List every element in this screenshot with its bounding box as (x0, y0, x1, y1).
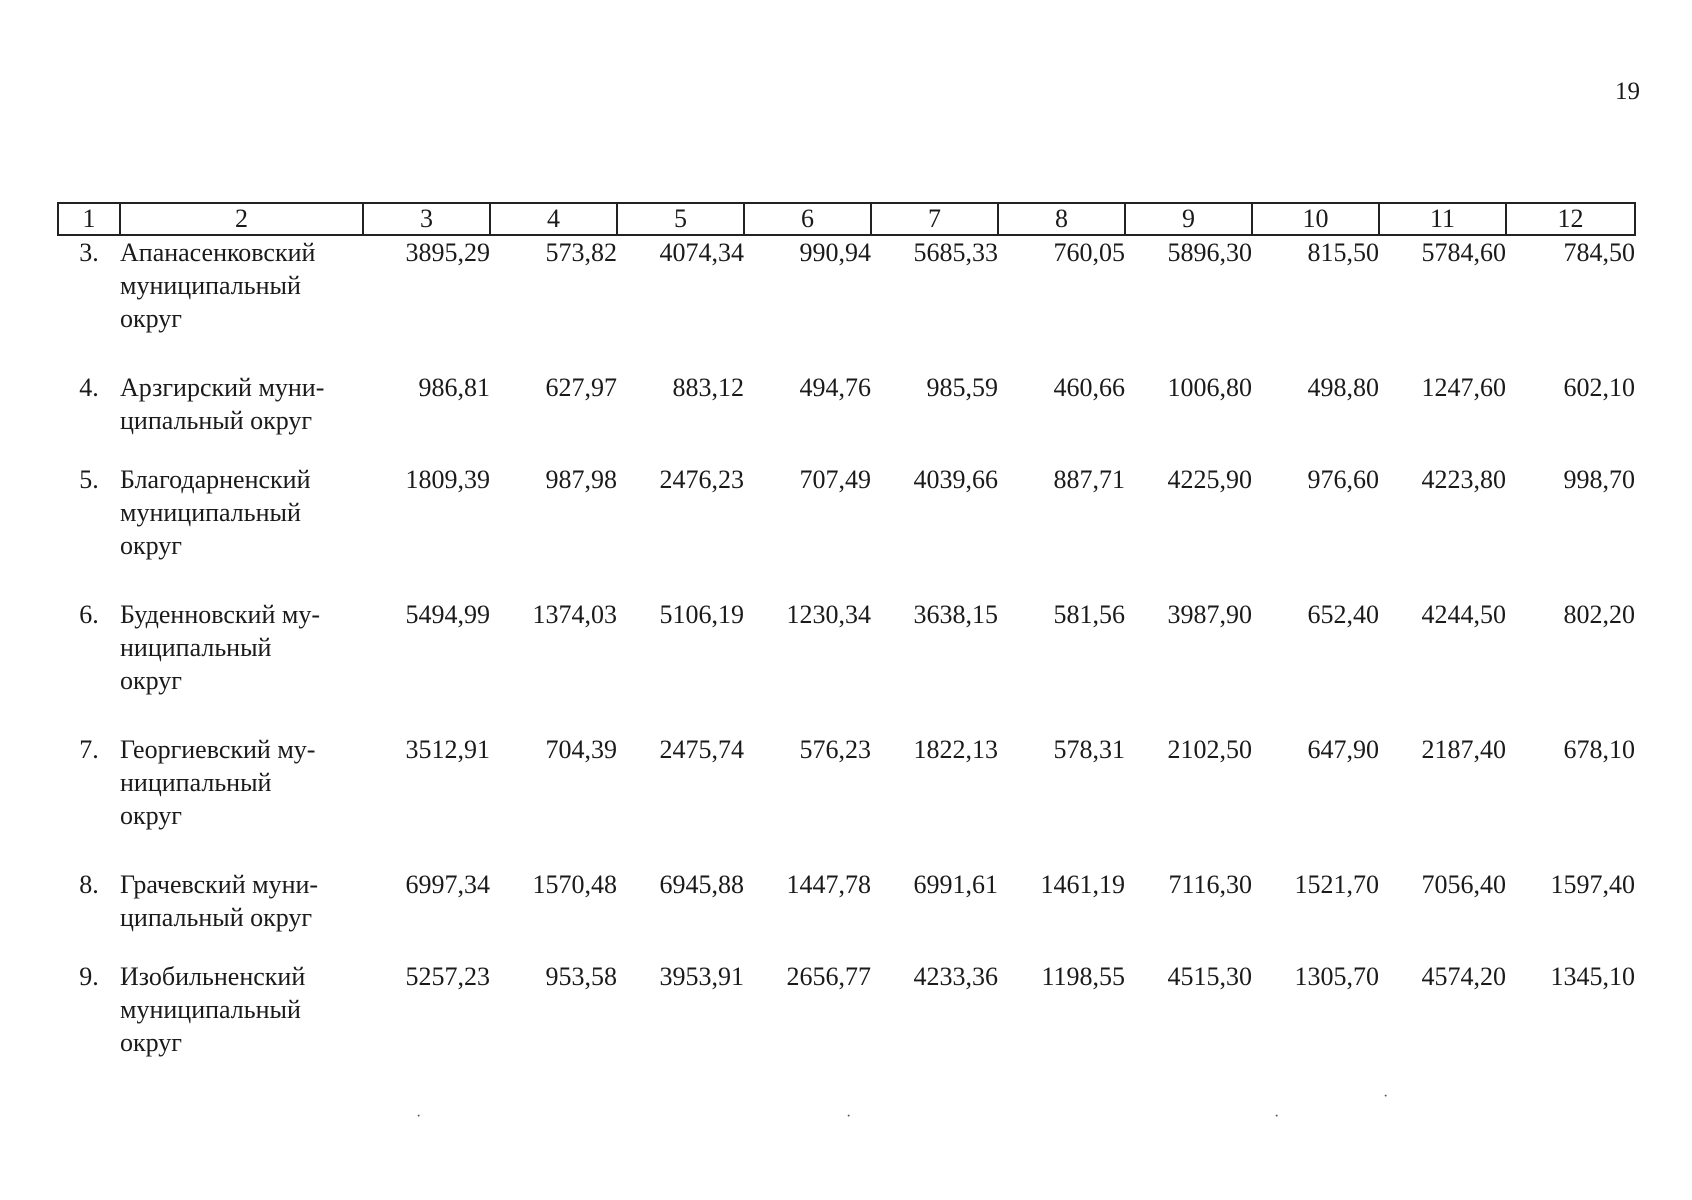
district-name-line: ципальный округ (120, 903, 313, 932)
column-number-2: 2 (120, 203, 363, 235)
data-table (57, 202, 1636, 1059)
value-cell-col-4: 987,98 (545, 465, 617, 494)
value-cell-col-5: 2476,23 (659, 465, 744, 494)
value-cell-col-9: 4225,90 (1167, 465, 1252, 494)
page-number: 19 (1615, 78, 1640, 105)
district-name (120, 598, 363, 697)
value-cell-col-10: 647,90 (1307, 735, 1379, 764)
value-cell-col-4: 573,82 (545, 238, 617, 267)
column-number-5: 5 (617, 203, 744, 235)
column-number-12: 12 (1506, 203, 1635, 235)
value-cell-col-4: 1570,48 (532, 870, 617, 899)
value-cell-col-5: 2475,74 (659, 735, 744, 764)
value-cell-col-6: 990,94 (799, 238, 871, 267)
value-cell-col-4: 704,39 (545, 735, 617, 764)
value-cell-col-5: 3953,91 (659, 962, 744, 991)
value-cell-col-11: 4574,20 (1421, 962, 1506, 991)
table-row (58, 598, 1635, 697)
table-body (58, 235, 1635, 1059)
value-cell-col-7: 6991,61 (913, 870, 998, 899)
row-index: 3. (79, 238, 99, 267)
district-name-line: Изобильненский (120, 962, 306, 991)
value-cell-col-10: 976,60 (1307, 465, 1379, 494)
value-cell-col-5: 5106,19 (659, 600, 744, 629)
value-cell-col-8: 1461,19 (1040, 870, 1125, 899)
value-cell-col-9: 4515,30 (1167, 962, 1252, 991)
value-cell-col-6: 1447,78 (786, 870, 871, 899)
value-cell-col-11: 1247,60 (1421, 373, 1506, 402)
value-cell-col-9: 5896,30 (1167, 238, 1252, 267)
district-name-line: муниципальный (120, 498, 301, 527)
value-cell-col-8: 1198,55 (1041, 962, 1125, 991)
value-cell-col-7: 4233,36 (913, 962, 998, 991)
value-cell-col-7: 5685,33 (913, 238, 998, 267)
district-name-line: Апанасенковский (120, 238, 316, 267)
value-cell-col-5: 4074,34 (659, 238, 744, 267)
value-cell-col-9: 7116,30 (1168, 870, 1252, 899)
value-cell-col-5: 883,12 (672, 373, 744, 402)
scan-speck: · (846, 1108, 852, 1125)
value-cell-col-10: 498,80 (1307, 373, 1379, 402)
value-cell-col-10: 1305,70 (1294, 962, 1379, 991)
value-cell-col-12: 998,70 (1563, 465, 1635, 494)
value-cell-col-3: 5494,99 (405, 600, 490, 629)
value-cell-col-3: 986,81 (418, 373, 490, 402)
district-name (120, 733, 363, 832)
district-name-line: Буденновский му- (120, 600, 320, 629)
value-cell-col-9: 3987,90 (1167, 600, 1252, 629)
district-name-line: муниципальный (120, 995, 301, 1024)
table-row (58, 371, 1635, 437)
district-name-line: ниципальный (120, 633, 272, 662)
value-cell-col-3: 1809,39 (405, 465, 490, 494)
value-cell-col-11: 2187,40 (1421, 735, 1506, 764)
district-name-line: округ (120, 666, 182, 695)
value-cell-col-6: 707,49 (799, 465, 871, 494)
value-cell-col-7: 985,59 (926, 373, 998, 402)
table-row (58, 733, 1635, 832)
district-name (120, 868, 363, 934)
district-name-line: Георгиевский му- (120, 735, 316, 764)
value-cell-col-8: 578,31 (1053, 735, 1125, 764)
value-cell-col-12: 602,10 (1563, 373, 1635, 402)
row-index: 8. (79, 870, 99, 899)
value-cell-col-6: 2656,77 (786, 962, 871, 991)
table-row (58, 960, 1635, 1059)
value-cell-col-5: 6945,88 (659, 870, 744, 899)
value-cell-col-8: 581,56 (1053, 600, 1125, 629)
district-name-line: ципальный округ (120, 406, 313, 435)
value-cell-col-4: 953,58 (545, 962, 617, 991)
row-index: 6. (79, 600, 99, 629)
row-index: 5. (79, 465, 99, 494)
district-name (120, 463, 363, 562)
district-name (120, 235, 363, 335)
district-name (120, 371, 363, 437)
row-index: 7. (79, 735, 99, 764)
value-cell-col-11: 7056,40 (1421, 870, 1506, 899)
value-cell-col-3: 6997,34 (405, 870, 490, 899)
value-cell-col-8: 887,71 (1053, 465, 1125, 494)
column-number-11: 11 (1379, 203, 1506, 235)
district-name-line: ниципальный (120, 768, 272, 797)
scan-speck: · (1383, 1088, 1389, 1105)
district-name-line: Благодарненский (120, 465, 311, 494)
value-cell-col-11: 4223,80 (1421, 465, 1506, 494)
column-number-8: 8 (998, 203, 1125, 235)
value-cell-col-9: 2102,50 (1167, 735, 1252, 764)
column-number-9: 9 (1125, 203, 1252, 235)
row-index: 9. (79, 962, 99, 991)
value-cell-col-3: 5257,23 (405, 962, 490, 991)
value-cell-col-3: 3895,29 (405, 238, 490, 267)
table-row (58, 235, 1635, 335)
scan-speck: · (1274, 1108, 1280, 1125)
column-number-4: 4 (490, 203, 617, 235)
column-number-1: 1 (58, 203, 120, 235)
value-cell-col-12: 802,20 (1563, 600, 1635, 629)
value-cell-col-11: 4244,50 (1421, 600, 1506, 629)
table-row (58, 868, 1635, 934)
value-cell-col-12: 1345,10 (1550, 962, 1635, 991)
value-cell-col-6: 494,76 (799, 373, 871, 402)
district-name-line: Грачевский муни- (120, 870, 319, 899)
value-cell-col-3: 3512,91 (405, 735, 490, 764)
column-number-3: 3 (363, 203, 490, 235)
value-cell-col-8: 460,66 (1053, 373, 1125, 402)
value-cell-col-7: 4039,66 (913, 465, 998, 494)
district-name-line: Арзгирский муни- (120, 373, 325, 402)
district-name-line: округ (120, 304, 182, 333)
value-cell-col-6: 1230,34 (786, 600, 871, 629)
value-cell-col-9: 1006,80 (1167, 373, 1252, 402)
row-index: 4. (79, 373, 99, 402)
scan-speck: · (416, 1108, 422, 1125)
value-cell-col-11: 5784,60 (1421, 238, 1506, 267)
column-number-header-row (58, 203, 1635, 235)
column-number-6: 6 (744, 203, 871, 235)
district-name-line: округ (120, 531, 182, 560)
value-cell-col-8: 760,05 (1053, 238, 1125, 267)
district-name-line: округ (120, 801, 182, 830)
value-cell-col-4: 1374,03 (532, 600, 617, 629)
value-cell-col-12: 1597,40 (1550, 870, 1635, 899)
table-row (58, 463, 1635, 562)
value-cell-col-7: 3638,15 (913, 600, 998, 629)
district-name-line: округ (120, 1028, 182, 1057)
value-cell-col-10: 815,50 (1307, 238, 1379, 267)
value-cell-col-6: 576,23 (799, 735, 871, 764)
value-cell-col-7: 1822,13 (913, 735, 998, 764)
column-number-10: 10 (1252, 203, 1379, 235)
value-cell-col-4: 627,97 (545, 373, 617, 402)
value-cell-col-12: 784,50 (1563, 238, 1635, 267)
district-name-line: муниципальный (120, 271, 301, 300)
district-name (120, 960, 363, 1059)
column-number-7: 7 (871, 203, 998, 235)
value-cell-col-12: 678,10 (1563, 735, 1635, 764)
value-cell-col-10: 652,40 (1307, 600, 1379, 629)
value-cell-col-10: 1521,70 (1294, 870, 1379, 899)
